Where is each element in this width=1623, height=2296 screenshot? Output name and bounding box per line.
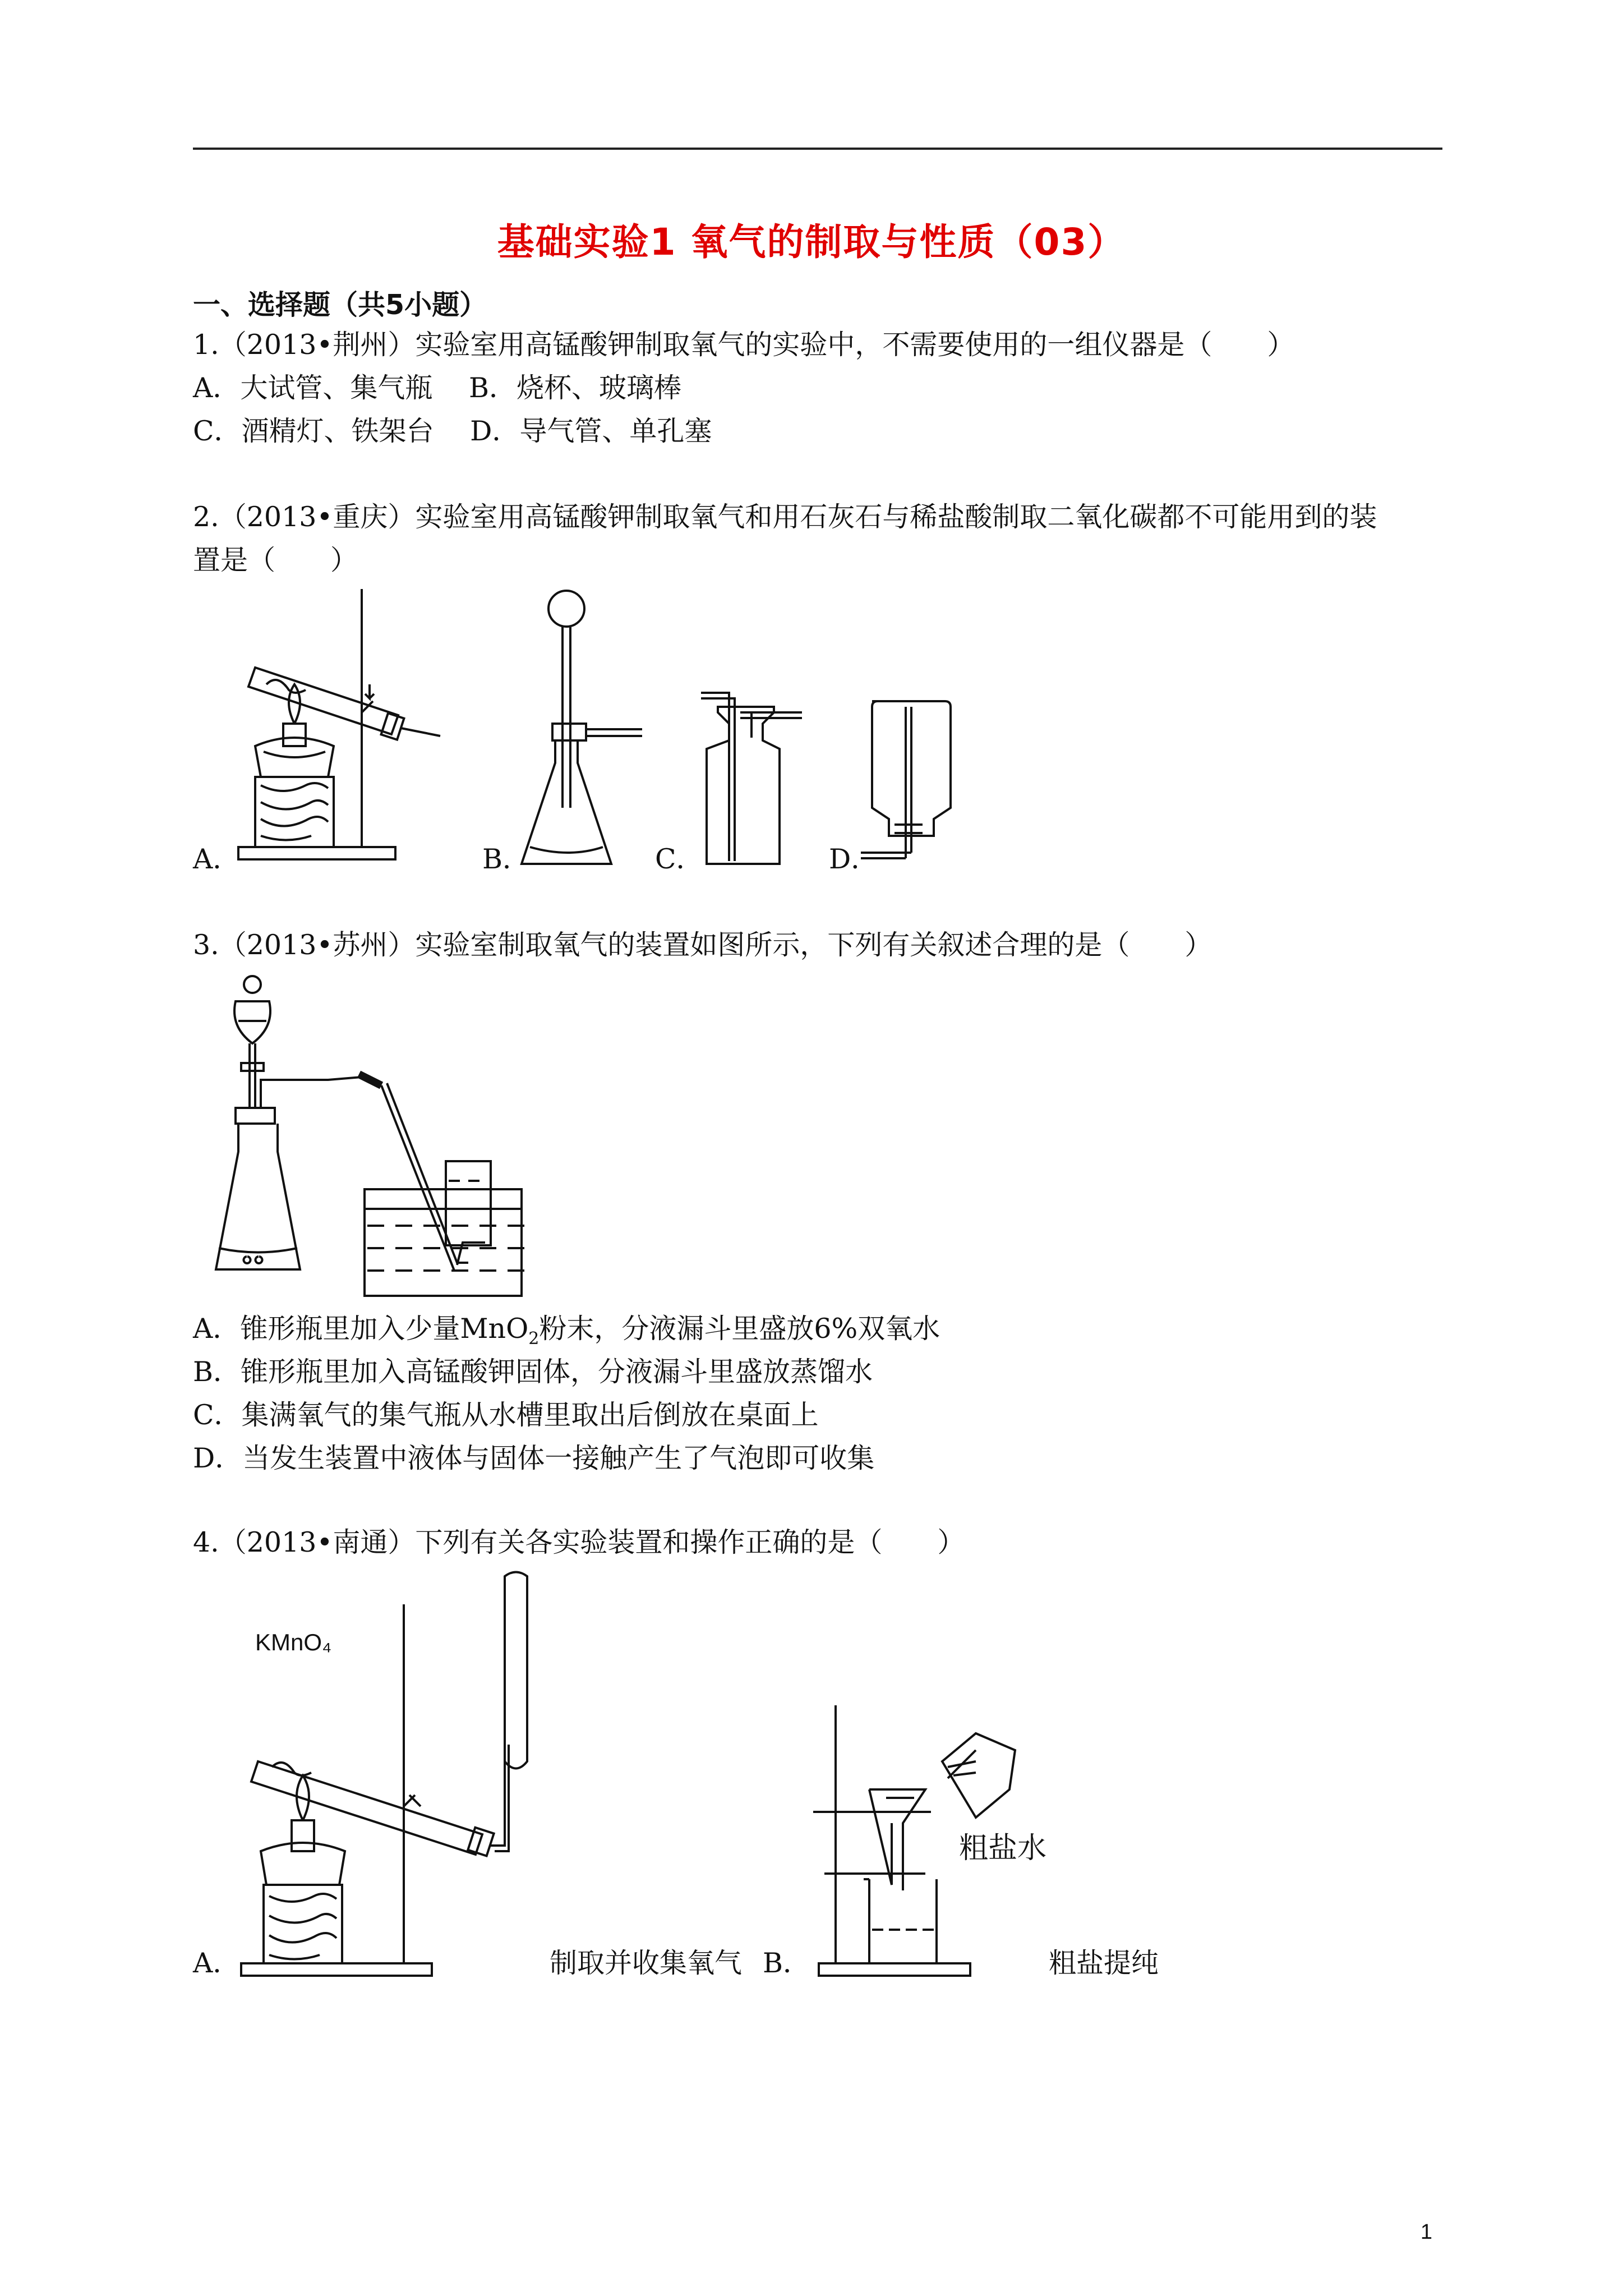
q3-option-a: A．锥形瓶里加入少量MnO$_2$粉末，分液漏斗里盛放6%双氧水: [193, 1313, 940, 1349]
q3-stem: 3.（2013•苏州）实验室制取氧气的装置如图所示，下列有关叙述合理的是（ ）: [193, 929, 1212, 961]
q2-label-d: D．: [829, 843, 879, 875]
q4-figure-b-liquid-label: 粗盐水: [959, 1832, 1047, 1865]
q2-figure-a-heating-apparatus: [233, 583, 468, 869]
q2-figure-d-inverted-bottle: [855, 696, 967, 869]
q1-option-line: A．大试管、集气瓶 B．烧杯、玻璃棒: [193, 372, 681, 404]
q3-figure-oxygen-setup: [216, 973, 564, 1299]
q3-option-c: C．集满氧气的集气瓶从水槽里取出后倒放在桌面上: [193, 1399, 819, 1431]
q4-figure-a-heating-collection: [236, 1571, 583, 1980]
q3-option-b: B．锥形瓶里加入高锰酸钾固体，分液漏斗里盛放蒸馏水: [193, 1356, 873, 1388]
q4-stem: 4.（2013•南通）下列有关各实验装置和操作正确的是（ ）: [193, 1526, 965, 1558]
q4-figure-a-reagent-label: KMnO₄: [255, 1629, 332, 1655]
q4-caption-a: 制取并收集氧气: [550, 1947, 743, 1979]
q3-option-d: D．当发生装置中液体与固体一接触产生了气泡即可收集: [193, 1442, 875, 1474]
q2-label-b: B．: [482, 843, 531, 875]
page-number: 1: [1420, 2220, 1432, 2244]
q2-figure-b-flask-funnel: [524, 589, 653, 869]
section-heading: 一、选择题（共5小题）: [193, 289, 487, 321]
q2-figure-c-gas-bottle: [695, 684, 819, 869]
q4-caption-b: 粗盐提纯: [1049, 1947, 1159, 1979]
q2-stem: 2.（2013•重庆）实验室用高锰酸钾制取氧气和用石灰石与稀盐酸制取二氧化碳都不可能用到的装: [193, 501, 1377, 533]
q2-label-c: C．: [655, 843, 704, 875]
q1-option-line: C．酒精灯、铁架台 D．导气管、单孔塞: [193, 415, 712, 447]
q4-label-b: B．: [763, 1947, 811, 1979]
q1-stem: 1.（2013•荆州）实验室用高锰酸钾制取氧气的实验中，不需要使用的一组仪器是（ ）: [193, 329, 1295, 361]
q2-label-a: A．: [193, 843, 241, 875]
header-rule: [193, 148, 1442, 150]
q4-label-a: A．: [193, 1947, 241, 1979]
page-title: 基础实验1 氧气的制取与性质（03）: [497, 220, 1126, 264]
q2-stem: 置是（ ）: [193, 544, 358, 576]
